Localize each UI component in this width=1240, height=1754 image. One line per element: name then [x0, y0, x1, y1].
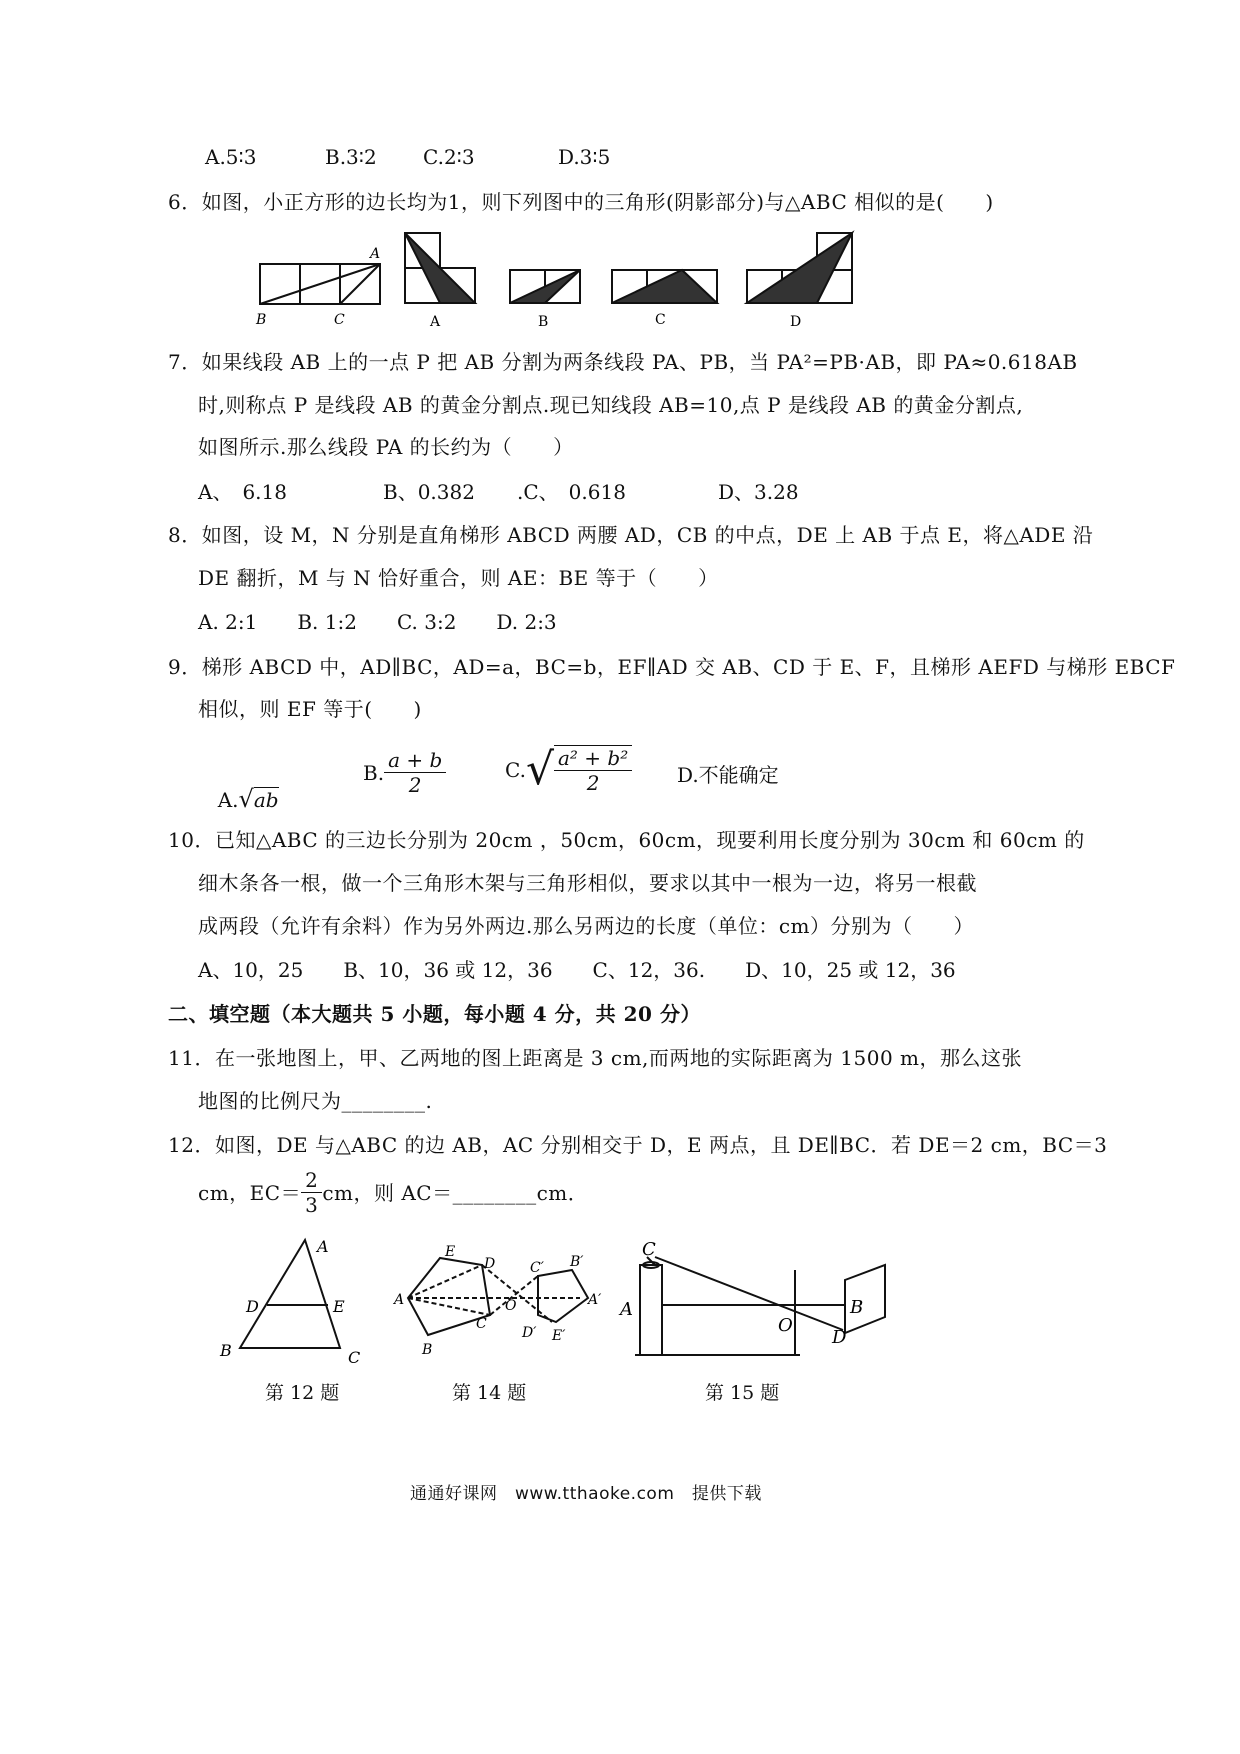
q10-line1: 10．已知△ABC 的三边长分别为 20cm ，50cm，60cm，现要利用长度分别为 30cm 和 60cm 的: [168, 828, 1085, 852]
q6-label-B: B: [256, 312, 267, 328]
q7-line1: 7．如果线段 AB 上的一点 P 把 AB 分割为两条线段 PA、PB，当 PA²=PB·AB，即 PA≈0.618AB: [168, 350, 1078, 374]
fig14-label-C: C: [476, 1316, 487, 1332]
q9-option-a-prefix: A.: [217, 788, 239, 812]
fig15-label-C: C: [642, 1239, 656, 1260]
q6-option-d-label: D: [790, 314, 802, 330]
q6-option-a-label: A: [430, 314, 441, 330]
q10-options: A、10，25 B、10，36 或 12，36 C、12，36. D、10，25 或 12，36: [198, 958, 956, 982]
q9-option-c-numerator: a² + b²: [554, 746, 632, 771]
q6-option-a-figure: [405, 233, 475, 303]
q6-option-b-figure: [510, 270, 580, 303]
q10-line3: 成两段（允许有余料）作为另外两边.那么另两边的长度（单位：cm）分别为（ ）: [198, 914, 975, 938]
q6-label-C: C: [334, 312, 345, 328]
q9-line2: 相似，则 EF 等于( ): [198, 697, 422, 721]
fig14-label-D: D: [484, 1256, 496, 1272]
q10-line2: 细木条各一根，做一个三角形木架与三角形相似，要求以其中一根为一边，将另一根截: [198, 871, 977, 895]
q5-option-d: D.3∶5: [558, 145, 611, 169]
footer-text: 通通好课网 www.tthaoke.com 提供下载: [410, 1484, 762, 1504]
q9-option-a: A.√ab: [217, 785, 279, 813]
fig14-label-B2: B′: [570, 1254, 584, 1270]
q8-line1: 8．如图，设 M，N 分别是直角梯形 ABCD 两腰 AD，CB 的中点，DE 上 AB 于点 E，将△ADE 沿: [168, 523, 1094, 547]
fig15-label-D: D: [832, 1327, 847, 1348]
q8-line2: DE 翻折，M 与 N 恰好重合，则 AE：BE 等于（ ）: [198, 566, 719, 590]
fig15-label-B: B: [850, 1297, 864, 1318]
q9-option-a-radicand: ab: [253, 788, 279, 812]
fig14-label-O: O: [505, 1298, 517, 1314]
q7-option-c: .C、 0.618: [517, 480, 626, 504]
q9-option-b: [363, 748, 446, 797]
q11-line2: 地图的比例尺为________.: [198, 1089, 433, 1113]
q12-frac-numerator: 2: [301, 1168, 322, 1193]
fig15-label-O: O: [778, 1315, 793, 1336]
fig14-label-A2: A′: [588, 1292, 602, 1308]
figure-15-caption: 第 15 题: [705, 1382, 780, 1404]
q5-option-c: C.2∶3: [423, 145, 475, 169]
q12-line1: 12．如图，DE 与△ABC 的边 AB，AC 分别相交于 D，E 两点，且 DE∥BC．若 DE＝2 cm，BC＝3: [168, 1133, 1108, 1157]
q6-option-c-label: C: [655, 312, 666, 328]
fig12-label-E: E: [333, 1297, 345, 1316]
q6-option-c-figure: [612, 270, 717, 303]
fig14-label-E: E: [445, 1244, 456, 1260]
fig14-label-D2: D′: [522, 1325, 537, 1341]
fig12-label-B: B: [220, 1341, 232, 1360]
q7-option-b: B、0.382: [383, 480, 475, 504]
q6-text: 6．如图，小正方形的边长均为1，则下列图中的三角形(阴影部分)与△ABC 相似的是( ): [168, 190, 994, 214]
q9-option-b-prefix: B.: [363, 760, 385, 785]
fig14-label-E2: E′: [552, 1328, 566, 1344]
q5-option-b: B.3∶2: [325, 145, 377, 169]
fig14-label-C2: C′: [530, 1260, 544, 1276]
figure-12: [210, 1230, 370, 1375]
q9-option-c-prefix: C.: [505, 758, 526, 782]
q7-line3: 如图所示.那么线段 PA 的长约为（ ）: [198, 435, 574, 459]
q9-option-b-numerator: a + b: [384, 748, 446, 773]
q8-options: A. 2:1 B. 1:2 C. 3:2 D. 2:3: [198, 610, 557, 634]
figure-15: [615, 1235, 900, 1360]
fig15-label-A: A: [620, 1299, 633, 1320]
q6-label-A: A: [370, 246, 381, 262]
figure-12-caption: 第 12 题: [265, 1382, 340, 1404]
q12-frac-denominator: 3: [305, 1193, 319, 1217]
figure-14: [390, 1240, 615, 1365]
q12-line2: [198, 1168, 588, 1217]
fig12-label-D: D: [246, 1297, 259, 1316]
fig12-label-A: A: [317, 1237, 329, 1256]
q9-option-c-denominator: 2: [586, 771, 600, 795]
q6-option-b-label: B: [538, 314, 549, 330]
q9-option-b-denominator: 2: [408, 773, 422, 797]
section-2-heading: 二、填空题（本大题共 5 小题，每小题 4 分，共 20 分）: [168, 1002, 701, 1026]
q6-main-figure: [260, 264, 380, 304]
figure-14-caption: 第 14 题: [452, 1382, 527, 1404]
q5-option-a: A.5∶3: [205, 145, 257, 169]
q7-option-d: D、3.28: [718, 480, 799, 504]
q7-option-a: A、 6.18: [198, 480, 287, 504]
fig14-label-A: A: [394, 1292, 405, 1308]
q6-option-d-figure: [747, 233, 852, 303]
q6-figures: [250, 228, 870, 336]
fig12-label-C: C: [348, 1348, 361, 1367]
q12-line2-a: cm，EC＝: [198, 1180, 302, 1205]
q12-line2-b: cm，则 AC＝________cm．: [322, 1180, 589, 1205]
q9-line1: 9．梯形 ABCD 中，AD∥BC，AD=a，BC=b，EF∥AD 交 AB、CD 于 E、F，且梯形 AEFD 与梯形 EBCF: [168, 655, 1176, 679]
q9-option-c: C. √ $\frac{\text{a² + b²}}{2}$: [505, 745, 632, 795]
q11-line1: 11．在一张地图上，甲、乙两地的图上距离是 3 cm,而两地的实际距离为 1500 m，那么这张: [168, 1046, 1022, 1070]
q9-option-d: D.不能确定: [677, 763, 779, 787]
fig14-label-B: B: [422, 1342, 433, 1358]
q7-line2: 时,则称点 P 是线段 AB 的黄金分割点.现已知线段 AB=10,点 P 是线段 AB 的黄金分割点,: [198, 393, 1024, 417]
